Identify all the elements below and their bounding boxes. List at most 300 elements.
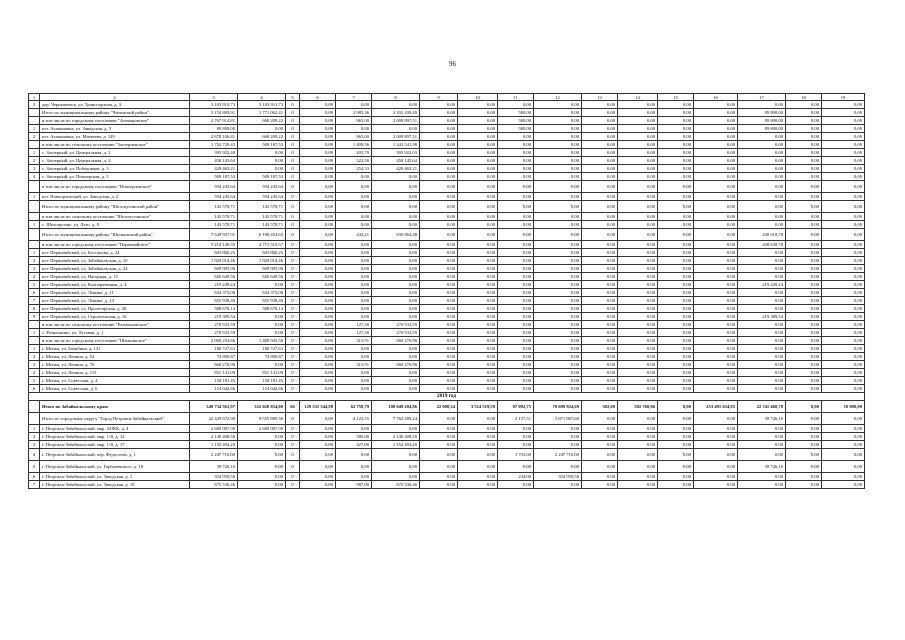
amount-cell: 0,00 bbox=[582, 473, 618, 481]
table-row bbox=[29, 461, 865, 473]
column-number: 1 bbox=[29, 94, 40, 101]
amount-cell: 0,00 bbox=[372, 241, 420, 249]
amount-cell: 0,00 bbox=[582, 141, 618, 149]
amount-cell: 0,00 bbox=[822, 181, 865, 193]
amount-cell: 0,00 bbox=[738, 173, 786, 181]
column-number: 13 bbox=[582, 94, 618, 101]
amount-cell: 0,00 bbox=[582, 125, 618, 133]
amount-cell: 0,00 bbox=[658, 125, 694, 133]
amount-cell: 0,00 bbox=[582, 157, 618, 165]
amount-cell: 39 726,16 bbox=[190, 461, 238, 473]
column-number: 15 bbox=[658, 94, 694, 101]
amount-cell: 0,00 bbox=[694, 125, 738, 133]
amount-cell: 509 187,53 bbox=[238, 141, 286, 149]
amount-cell: 0,00 bbox=[658, 101, 694, 109]
amount-cell: 0,00 bbox=[822, 433, 865, 441]
amount-cell: 2 678 106,81 bbox=[190, 133, 238, 141]
amount-cell: 0,00 bbox=[238, 125, 286, 133]
amount-cell: 0,00 bbox=[582, 241, 618, 249]
address-cell: г. Петровск-Забайкальский, ул. Заводская, д. 10 bbox=[40, 481, 190, 489]
address-cell: г. Шилка, ул. Балябина, д. 131 bbox=[40, 345, 190, 353]
amount-cell: 0,00 bbox=[786, 133, 822, 141]
amount-cell: 0,00 bbox=[372, 449, 420, 461]
amount-cell: 0,00 bbox=[738, 193, 786, 201]
amount-cell: 0,00 bbox=[458, 441, 498, 449]
table-row bbox=[29, 265, 865, 273]
amount-cell: 0,00 bbox=[420, 213, 458, 221]
amount-cell: 0,00 bbox=[300, 281, 336, 289]
amount-cell: 0,00 bbox=[458, 109, 498, 117]
amount-cell: 0,00 bbox=[618, 273, 658, 281]
count-cell: 0 bbox=[286, 117, 300, 125]
amount-cell: 87 092,75 bbox=[498, 401, 534, 413]
amount-cell: 594 245,64 bbox=[238, 193, 286, 201]
amount-cell: 0,00 bbox=[336, 369, 372, 377]
amount-cell: 0,00 bbox=[786, 109, 822, 117]
amount-cell: 0,00 bbox=[738, 257, 786, 265]
address-cell: дер. Чернышевск, ул. Транспортная, д. 3 bbox=[40, 101, 190, 109]
amount-cell: 143 578,71 bbox=[238, 201, 286, 213]
amount-cell: 0,00 bbox=[300, 273, 336, 281]
amount-cell: 0,00 bbox=[618, 473, 658, 481]
address-cell: г. Петровск-Забайкальский, ул. Заводская, д. 1 bbox=[40, 473, 190, 481]
amount-cell: 74 890,87 bbox=[190, 353, 238, 361]
count-cell: 0 bbox=[286, 425, 300, 433]
count-cell: 0 bbox=[286, 369, 300, 377]
amount-cell: 0,00 bbox=[618, 481, 658, 489]
amount-cell: 0,00 bbox=[618, 141, 658, 149]
count-cell: 0 bbox=[286, 377, 300, 385]
amount-cell: 0,00 bbox=[582, 173, 618, 181]
amount-cell: 0,00 bbox=[658, 221, 694, 229]
count-cell: 0 bbox=[286, 201, 300, 213]
row-number: 1 bbox=[29, 193, 40, 201]
amount-cell: 0,00 bbox=[658, 377, 694, 385]
amount-cell: 0,00 bbox=[238, 157, 286, 165]
amount-cell: 0,00 bbox=[300, 305, 336, 313]
amount-cell: 0,00 bbox=[658, 329, 694, 337]
amount-cell: 0,00 bbox=[420, 165, 458, 173]
amount-cell: 0,00 bbox=[618, 221, 658, 229]
amount-cell: 0,00 bbox=[458, 337, 498, 345]
amount-cell: 522,50 bbox=[336, 157, 372, 165]
amount-cell: 205,79 bbox=[336, 149, 372, 157]
amount-cell: 0,00 bbox=[498, 361, 534, 369]
count-cell: 0 bbox=[286, 441, 300, 449]
amount-cell: 0,00 bbox=[694, 329, 738, 337]
amount-cell: 0,00 bbox=[822, 241, 865, 249]
amount-cell: 0,00 bbox=[238, 321, 286, 329]
amount-cell: 1 152 494,20 bbox=[372, 441, 420, 449]
row-number: 8 bbox=[29, 305, 40, 313]
amount-cell: 0,00 bbox=[458, 213, 498, 221]
amount-cell: 5 071 867,60 bbox=[534, 413, 582, 425]
amount-cell: 0,00 bbox=[618, 201, 658, 213]
amount-cell: 0,00 bbox=[582, 281, 618, 289]
amount-cell: 0,00 bbox=[420, 265, 458, 273]
amount-cell: 395 922,40 bbox=[190, 149, 238, 157]
amount-cell: 0,00 bbox=[618, 321, 658, 329]
amount-cell: 0,00 bbox=[336, 201, 372, 213]
amount-cell: 0,00 bbox=[582, 481, 618, 489]
amount-cell: 0,00 bbox=[458, 297, 498, 305]
amount-cell: 0,00 bbox=[420, 313, 458, 321]
amount-cell: 0,00 bbox=[420, 353, 458, 361]
amount-cell: 609 905,98 bbox=[190, 265, 238, 273]
amount-cell: 0,00 bbox=[786, 173, 822, 181]
section-row bbox=[29, 393, 865, 401]
amount-cell: 0,00 bbox=[694, 257, 738, 265]
amount-cell: 0,00 bbox=[738, 157, 786, 165]
amount-cell: 0,00 bbox=[336, 273, 372, 281]
amount-cell: 0,00 bbox=[498, 201, 534, 213]
amount-cell: 0,00 bbox=[336, 305, 372, 313]
amount-cell: 0,00 bbox=[420, 221, 458, 229]
amount-cell: 1 408 943,58 bbox=[238, 337, 286, 345]
amount-cell: 0,00 bbox=[786, 141, 822, 149]
amount-cell: 0,00 bbox=[300, 433, 336, 441]
row-number: 5 bbox=[29, 377, 40, 385]
address-cell: в том числе по городскому поселению "Атамановское" bbox=[40, 117, 190, 125]
amount-cell: 0,00 bbox=[822, 313, 865, 321]
table-row bbox=[29, 201, 865, 213]
amount-cell: 22 741 460,78 bbox=[738, 401, 786, 413]
row-number: 1 bbox=[29, 149, 40, 157]
amount-cell: 0,00 bbox=[420, 173, 458, 181]
amount-cell: 0,00 bbox=[238, 361, 286, 369]
amount-cell: 22 000,34 bbox=[420, 401, 458, 413]
amount-cell: 0,00 bbox=[458, 449, 498, 461]
amount-cell: 0,00 bbox=[420, 329, 458, 337]
row-number: 3 bbox=[29, 441, 40, 449]
amount-cell: 0,00 bbox=[822, 329, 865, 337]
address-cell: пгт. Первомайский, ул. Пролетарская, д. 20 bbox=[40, 305, 190, 313]
amount-cell: 594 245,64 bbox=[190, 193, 238, 201]
amount-cell: 0,00 bbox=[694, 345, 738, 353]
amount-cell: 0,00 bbox=[618, 249, 658, 257]
row-number bbox=[29, 337, 40, 345]
table-row bbox=[29, 117, 865, 125]
count-cell: 0 bbox=[286, 297, 300, 305]
amount-cell: 2 767 914,81 bbox=[190, 117, 238, 125]
amount-cell: 0,00 bbox=[786, 353, 822, 361]
amount-cell: 0,00 bbox=[618, 241, 658, 249]
column-number: 14 bbox=[618, 94, 658, 101]
amount-cell: 0,00 bbox=[694, 157, 738, 165]
amount-cell: 0,00 bbox=[498, 305, 534, 313]
amount-cell: 0,00 bbox=[300, 337, 336, 345]
amount-cell: 0,00 bbox=[372, 101, 420, 109]
amount-cell: 0,00 bbox=[694, 473, 738, 481]
amount-cell: 0,00 bbox=[336, 345, 372, 353]
amount-cell: 188 727,63 bbox=[238, 345, 286, 353]
address-cell: пгт. Первомайский, ул. Ленина, д. 11 bbox=[40, 289, 190, 297]
table-row bbox=[29, 213, 865, 221]
amount-cell: 0,00 bbox=[822, 101, 865, 109]
amount-cell: 0,00 bbox=[822, 441, 865, 449]
amount-cell: 0,00 bbox=[658, 461, 694, 473]
row-number: 2 bbox=[29, 257, 40, 265]
amount-cell: 0,00 bbox=[694, 413, 738, 425]
amount-cell: 0,00 bbox=[786, 401, 822, 413]
amount-cell: 0,00 bbox=[822, 213, 865, 221]
amount-cell: 0,00 bbox=[822, 193, 865, 201]
amount-cell: 6 180 454,65 bbox=[238, 229, 286, 241]
amount-cell: 0,00 bbox=[658, 265, 694, 273]
amount-cell: 0,00 bbox=[498, 265, 534, 273]
row-number: 7 bbox=[29, 297, 40, 305]
amount-cell: 0,00 bbox=[738, 181, 786, 193]
amount-cell: 0,00 bbox=[458, 345, 498, 353]
table-row bbox=[29, 377, 865, 385]
amount-cell: 0,00 bbox=[300, 353, 336, 361]
amount-cell: 0,00 bbox=[534, 201, 582, 213]
count-cell: 0 bbox=[286, 193, 300, 201]
address-cell: г. Шилка, ул. Ленина, д. 76 bbox=[40, 361, 190, 369]
amount-cell: 0,00 bbox=[498, 273, 534, 281]
amount-cell: 0,00 bbox=[618, 165, 658, 173]
amount-cell: 0,00 bbox=[534, 433, 582, 441]
amount-cell: 0,00 bbox=[618, 229, 658, 241]
address-cell: г. Петровск-Забайкальский, ул. Горбачевского, д. 18 bbox=[40, 461, 190, 473]
column-number-row bbox=[29, 94, 865, 101]
amount-cell: 0,00 bbox=[420, 193, 458, 201]
amount-cell: 0,00 bbox=[786, 193, 822, 201]
amount-cell: 354 959,50 bbox=[190, 473, 238, 481]
amount-cell: 0,00 bbox=[822, 125, 865, 133]
amount-cell: 0,00 bbox=[786, 461, 822, 473]
amount-cell: 655 938,40 bbox=[190, 297, 238, 305]
address-cell: с. Заозерный, ул. Пионерская, д. 5 bbox=[40, 173, 190, 181]
table-row bbox=[29, 449, 865, 461]
row-number: 4 bbox=[29, 369, 40, 377]
amount-cell: 0,00 bbox=[618, 133, 658, 141]
amount-cell: 634 375,08 bbox=[190, 289, 238, 297]
amount-cell: 0,00 bbox=[534, 353, 582, 361]
row-number: 3 bbox=[29, 265, 40, 273]
amount-cell: 0,00 bbox=[534, 133, 582, 141]
amount-cell: 0,00 bbox=[822, 321, 865, 329]
amount-cell: 0,00 bbox=[300, 201, 336, 213]
amount-cell: 254,33 bbox=[336, 165, 372, 173]
amount-cell: 0,00 bbox=[582, 257, 618, 265]
amount-cell: 0,00 bbox=[498, 249, 534, 257]
amount-cell: 0,00 bbox=[420, 481, 458, 489]
amount-cell: 0,00 bbox=[498, 181, 534, 193]
address-cell: пгт. Новоорловский, ул. Заводская, д. 2 bbox=[40, 193, 190, 201]
amount-cell: 603 860,25 bbox=[238, 249, 286, 257]
amount-cell: 253 491 654,95 bbox=[694, 401, 738, 413]
amount-cell: 0,00 bbox=[786, 213, 822, 221]
amount-cell: 0,00 bbox=[822, 481, 865, 489]
amount-cell: 0,00 bbox=[786, 413, 822, 425]
column-number: 7 bbox=[336, 94, 372, 101]
amount-cell: 0,00 bbox=[534, 481, 582, 489]
count-cell: 0 bbox=[286, 361, 300, 369]
count-cell: 0 bbox=[286, 273, 300, 281]
amount-cell: 0,00 bbox=[300, 221, 336, 229]
amount-cell: 0,00 bbox=[534, 165, 582, 173]
amount-cell: 0,00 bbox=[458, 265, 498, 273]
amount-cell: 0,00 bbox=[300, 157, 336, 165]
amount-cell: 89 808,00 bbox=[738, 109, 786, 117]
count-cell: 0 bbox=[286, 385, 300, 393]
amount-cell: 0,00 bbox=[658, 249, 694, 257]
amount-cell: 0,00 bbox=[372, 249, 420, 257]
amount-cell: 0,00 bbox=[694, 165, 738, 173]
amount-cell: 0,00 bbox=[420, 133, 458, 141]
amount-cell: 89 808,00 bbox=[190, 125, 238, 133]
amount-cell: 509 187,53 bbox=[238, 173, 286, 181]
amount-cell: 0,00 bbox=[372, 313, 420, 321]
row-number: 4 bbox=[29, 449, 40, 461]
amount-cell: 0,00 bbox=[738, 361, 786, 369]
amount-cell: 0,00 bbox=[372, 461, 420, 473]
amount-cell: 0,00 bbox=[786, 241, 822, 249]
count-cell: 0 bbox=[286, 213, 300, 221]
count-cell: 0 bbox=[286, 229, 300, 241]
amount-cell: 0,00 bbox=[582, 193, 618, 201]
amount-cell: 0,00 bbox=[618, 297, 658, 305]
amount-cell: 427,00 bbox=[336, 441, 372, 449]
amount-cell: 0,00 bbox=[658, 165, 694, 173]
amount-cell: 0,00 bbox=[498, 369, 534, 377]
amount-cell: 0,00 bbox=[372, 473, 420, 481]
amount-cell: 2 069 254,66 bbox=[190, 337, 238, 345]
amount-cell: 0,00 bbox=[822, 141, 865, 149]
amount-cell: 0,00 bbox=[534, 265, 582, 273]
amount-cell: 0,00 bbox=[372, 353, 420, 361]
amount-cell: 0,00 bbox=[786, 297, 822, 305]
amount-cell: 0,00 bbox=[618, 125, 658, 133]
amount-cell: 0,00 bbox=[738, 141, 786, 149]
amount-cell: 0,00 bbox=[534, 385, 582, 393]
amount-cell: 0,00 bbox=[498, 377, 534, 385]
amount-cell: 0,00 bbox=[534, 229, 582, 241]
amount-cell: 0,00 bbox=[534, 149, 582, 157]
amount-cell: 0,00 bbox=[658, 289, 694, 297]
address-cell: с. Заозерный, ул. Победовцев, д. 3 bbox=[40, 165, 190, 173]
amount-cell: 129 531 544,98 bbox=[300, 401, 336, 413]
table-row bbox=[29, 433, 865, 441]
amount-cell: 0,00 bbox=[420, 141, 458, 149]
table-row bbox=[29, 157, 865, 165]
amount-cell: 0,00 bbox=[786, 345, 822, 353]
amount-cell: 0,00 bbox=[498, 353, 534, 361]
column-number: 2 bbox=[40, 94, 190, 101]
amount-cell: 0,00 bbox=[458, 369, 498, 377]
amount-cell: 429 463,21 bbox=[372, 165, 420, 173]
amount-cell: 0,00 bbox=[694, 461, 738, 473]
address-cell: Итого по Забайкальскому краю bbox=[40, 401, 190, 413]
amount-cell: 154 042,66 bbox=[190, 385, 238, 393]
amount-cell: 0,00 bbox=[694, 337, 738, 345]
amount-cell: 3 514 519,59 bbox=[458, 401, 498, 413]
address-cell: г. Петровск-Забайкальский, пер. Федосеева, д. 1 bbox=[40, 449, 190, 461]
address-cell: в том числе по сельскому поселению "Размахнинское" bbox=[40, 321, 190, 329]
table-row bbox=[29, 321, 865, 329]
amount-cell: 0,00 bbox=[658, 441, 694, 449]
amount-cell: 0,00 bbox=[822, 449, 865, 461]
amount-cell: 0,00 bbox=[372, 273, 420, 281]
amount-cell: 0,00 bbox=[534, 461, 582, 473]
amount-cell: 0,00 bbox=[336, 297, 372, 305]
amount-cell: 0,00 bbox=[694, 369, 738, 377]
amount-cell: 74 890,87 bbox=[238, 353, 286, 361]
count-cell: 0 bbox=[286, 109, 300, 117]
amount-cell: 987,00 bbox=[336, 481, 372, 489]
amount-cell: 0,00 bbox=[582, 369, 618, 377]
amount-cell: 0,00 bbox=[694, 449, 738, 461]
amount-cell: 0,00 bbox=[458, 141, 498, 149]
amount-cell: 549 734 561,97 bbox=[190, 401, 238, 413]
column-number: 3 bbox=[190, 94, 238, 101]
table-row bbox=[29, 305, 865, 313]
amount-cell: 0,00 bbox=[658, 433, 694, 441]
amount-cell: 0,00 bbox=[336, 249, 372, 257]
row-number bbox=[29, 181, 40, 193]
amount-cell: 0,00 bbox=[582, 109, 618, 117]
amount-cell: 0,00 bbox=[420, 257, 458, 265]
amount-cell: 0,00 bbox=[420, 273, 458, 281]
amount-cell: 0,00 bbox=[534, 369, 582, 377]
amount-cell: 0,00 bbox=[786, 361, 822, 369]
row-number: 1 bbox=[29, 345, 40, 353]
amount-cell: 650 649,56 bbox=[190, 273, 238, 281]
table-row bbox=[29, 101, 865, 109]
amount-cell: 0,00 bbox=[458, 201, 498, 213]
amount-cell: 0,00 bbox=[372, 305, 420, 313]
amount-cell: 0,00 bbox=[694, 377, 738, 385]
amount-cell: 1 771 062,41 bbox=[238, 109, 286, 117]
column-number: 17 bbox=[738, 94, 786, 101]
amount-cell: 0,00 bbox=[458, 289, 498, 297]
amount-cell: 0,00 bbox=[300, 461, 336, 473]
amount-cell: 0,00 bbox=[582, 305, 618, 313]
amount-cell: 0,00 bbox=[238, 149, 286, 157]
amount-cell: 609 905,98 bbox=[238, 265, 286, 273]
row-number bbox=[29, 229, 40, 241]
amount-cell: 1 733,00 bbox=[498, 449, 534, 461]
table-row bbox=[29, 345, 865, 353]
amount-cell: 0,00 bbox=[336, 181, 372, 193]
amount-cell: 0,00 bbox=[458, 101, 498, 109]
count-cell: 0 bbox=[286, 329, 300, 337]
amount-cell: 0,00 bbox=[300, 249, 336, 257]
amount-cell: 0,00 bbox=[534, 345, 582, 353]
amount-cell: 0,00 bbox=[822, 281, 865, 289]
count-cell: 0 bbox=[286, 353, 300, 361]
address-cell: пгт. Атамановка, ул. Заводская, д. 3 bbox=[40, 125, 190, 133]
amount-cell: 0,00 bbox=[372, 193, 420, 201]
address-cell: г. Шилка, ул. Ленина, д. 54 bbox=[40, 353, 190, 361]
amount-cell: 0,00 bbox=[458, 425, 498, 433]
amount-cell: 0,00 bbox=[534, 321, 582, 329]
amount-cell: 0,00 bbox=[786, 229, 822, 241]
address-cell: в том числе по сельскому поселению "Заозерненское" bbox=[40, 141, 190, 149]
count-cell: 0 bbox=[286, 173, 300, 181]
amount-cell: 0,00 bbox=[300, 361, 336, 369]
amount-cell: 0,00 bbox=[658, 313, 694, 321]
amount-cell: 0,00 bbox=[372, 369, 420, 377]
amount-cell: 0,00 bbox=[786, 157, 822, 165]
amount-cell: 2 247 710,00 bbox=[534, 449, 582, 461]
amount-cell: 0,00 bbox=[618, 433, 658, 441]
amount-cell: 0,00 bbox=[458, 461, 498, 473]
amount-cell: 0,00 bbox=[694, 305, 738, 313]
amount-cell: 0,00 bbox=[618, 449, 658, 461]
amount-cell: 0,00 bbox=[738, 481, 786, 489]
